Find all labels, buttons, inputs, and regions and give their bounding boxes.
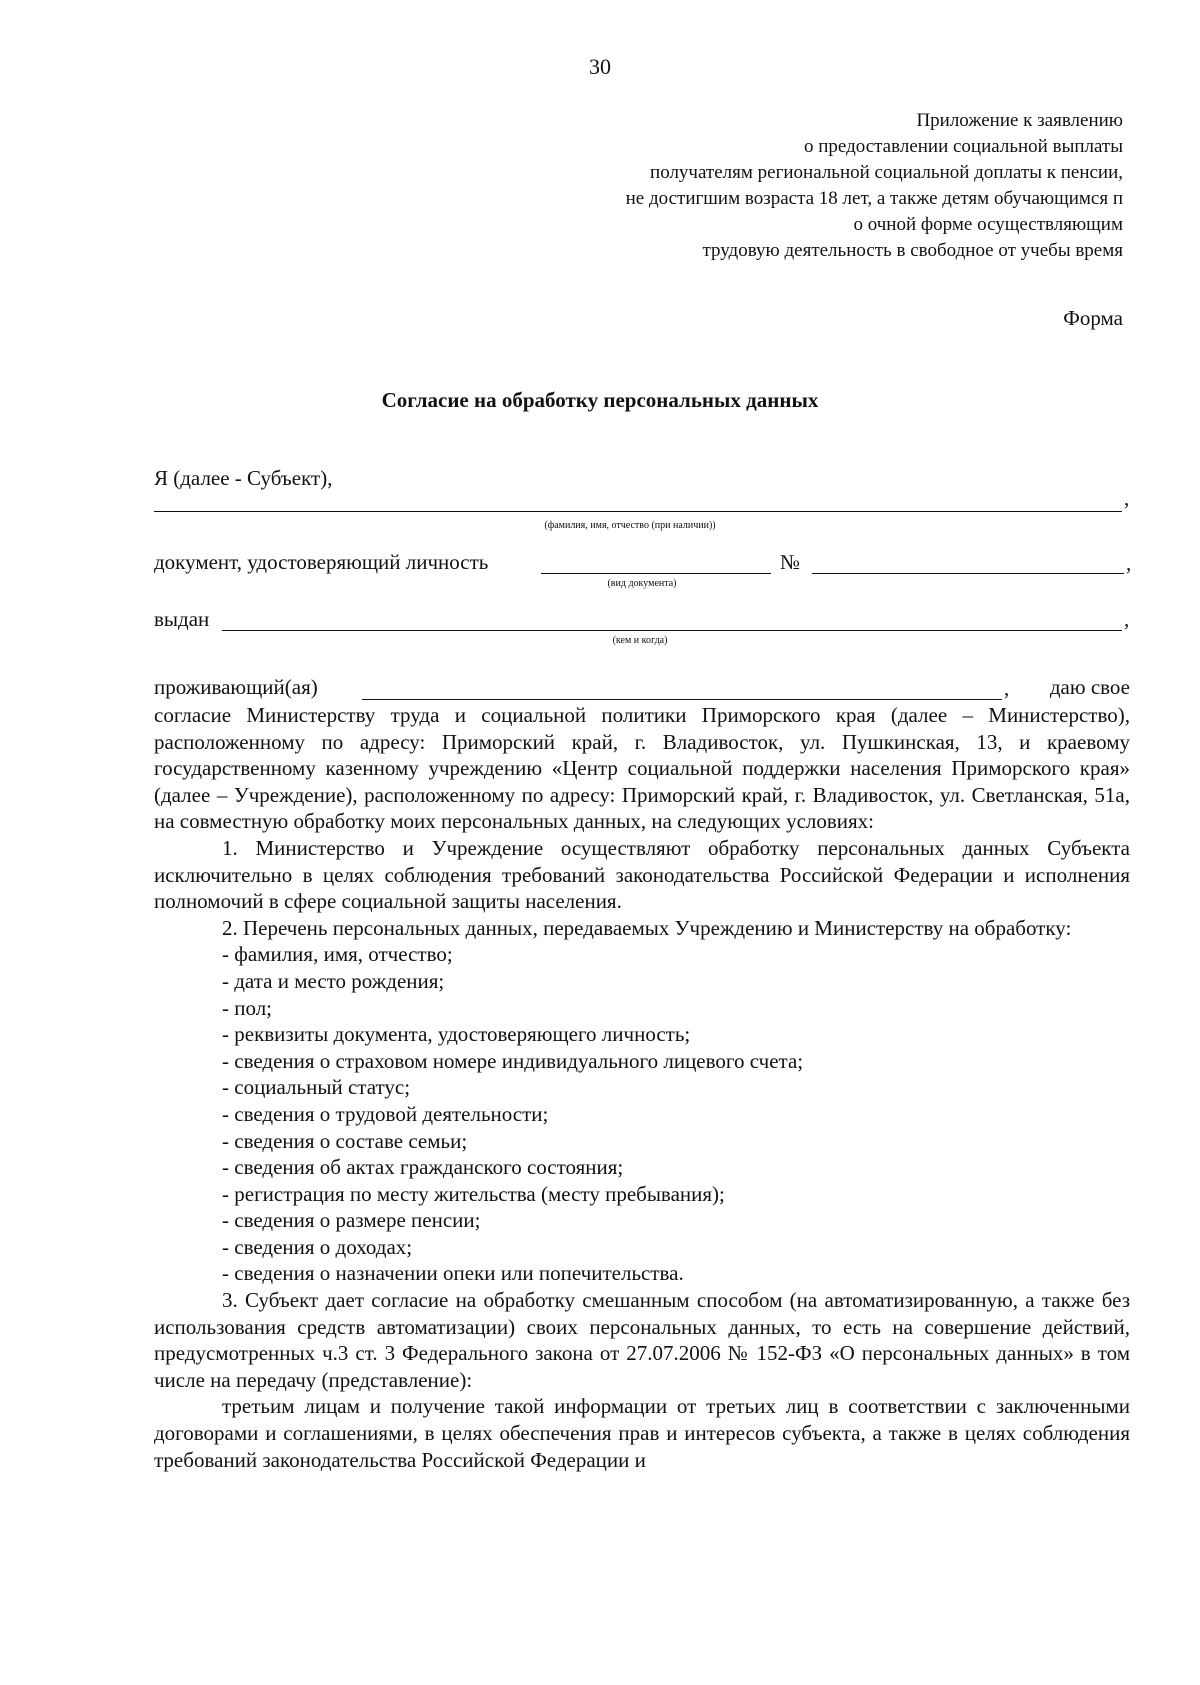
- list-item: - сведения о назначении опеки или попечительства.: [222, 1261, 684, 1286]
- residing-field[interactable]: [362, 674, 1002, 700]
- appendix-line: о предоставлении социальной выплаты: [803, 136, 1123, 157]
- page-number: 30: [589, 54, 611, 79]
- clause-2: 2. Перечень персональных данных, передаваемых Учреждению и Министерству на обработку:: [222, 915, 1072, 940]
- list-item: - реквизиты документа, удостоверяющего личность;: [222, 1022, 691, 1047]
- residing-comma: ,: [1004, 676, 1010, 700]
- appendix-line: не достигшим возраста 18 лет, а также детям обучающимся п: [625, 188, 1123, 209]
- intro-paragraph: согласие Министерству труда и социальной политики Приморского края (далее – Министерство), расположенному по адресу: Приморский край, г. Владивосток, ул. Пушкинская, 13, и краевому государственному казенному учреждению «Центр социальной поддержки населения Приморского края» (далее – Учреждение), расположенному по адресу: Приморский край, г. Владивосток, ул. Светланская, 51а, на совместную обработку моих персональных данных, на следующих условиях:: [154, 703, 1130, 834]
- subject-intro: Я (далее - Субъект),: [154, 466, 333, 490]
- issued-caption: (кем и когда): [612, 635, 668, 646]
- data-list: [154, 941, 1130, 1287]
- list-item: - пол;: [222, 995, 273, 1020]
- document-label: документ, удостоверяющий личность: [154, 550, 489, 574]
- list-item: - сведения о размере пенсии;: [222, 1208, 481, 1233]
- appendix-line: трудовую деятельность в свободное от учебы время: [702, 240, 1123, 261]
- document-number-field[interactable]: [812, 548, 1124, 574]
- list-item: - сведения о составе семьи;: [222, 1128, 468, 1153]
- list-item: - социальный статус;: [222, 1075, 411, 1100]
- list-item: - дата и место рождения;: [222, 968, 445, 993]
- list-item: - регистрация по месту жительства (месту пребывания);: [222, 1181, 725, 1206]
- list-item: - сведения об актах гражданского состояния;: [222, 1155, 624, 1180]
- issued-comma: ,: [1124, 607, 1130, 631]
- document-caption: (вид документа): [607, 578, 677, 589]
- issued-label: выдан: [154, 607, 210, 631]
- document-comma: ,: [1126, 551, 1132, 575]
- appendix-line: Приложение к заявлению: [916, 110, 1123, 131]
- document-body: [154, 702, 1130, 1473]
- number-sign: №: [780, 550, 801, 574]
- issued-field[interactable]: [222, 605, 1122, 631]
- appendix-header: [626, 108, 1123, 264]
- consent-word: даю свое: [1049, 675, 1130, 699]
- clause-3: 3. Субъект дает согласие на обработку смешанным способом (на автоматизированную, а также без использования средств автоматизации) своих персональных данных, то есть на совершение действий, предусмотренных ч.3 ст. 3 Федерального закона от 27.07.2006 № 152-ФЗ «О персональных данных» в том числе на передачу (представление):: [154, 1288, 1130, 1392]
- appendix-line: получателям региональной социальной доплаты к пенсии,: [650, 162, 1123, 183]
- appendix-line: о очной форме осуществляющим: [853, 214, 1123, 235]
- form-label: Форма: [1063, 306, 1123, 330]
- list-item: - сведения о страховом номере индивидуального лицевого счета;: [222, 1048, 804, 1073]
- list-item: - сведения о трудовой деятельности;: [222, 1101, 549, 1126]
- residing-label: проживающий(ая): [154, 675, 318, 699]
- list-item: - фамилия, имя, отчество;: [222, 942, 453, 967]
- clause-3-continuation: третьим лицам и получение такой информации от третьих лиц в соответствии с заключенными договорами и соглашениями, в целях обеспечения прав и интересов субъекта, а также в целях соблюдения требований законодательства Российской Федерации и: [154, 1394, 1130, 1472]
- fio-comma: ,: [1124, 486, 1130, 510]
- document-type-field[interactable]: [541, 548, 771, 574]
- fio-caption: (фамилия, имя, отчество (при наличии)): [544, 520, 716, 531]
- clause-1: 1. Министерство и Учреждение осуществляют обработку персональных данных Субъекта исключительно в целях соблюдения требований законодательства Российской Федерации и исполнения полномочий в сфере социальной защиты населения.: [154, 835, 1130, 914]
- document-title: Согласие на обработку персональных данных: [381, 388, 819, 412]
- fio-field[interactable]: [154, 489, 1122, 512]
- list-item: - сведения о доходах;: [222, 1234, 413, 1259]
